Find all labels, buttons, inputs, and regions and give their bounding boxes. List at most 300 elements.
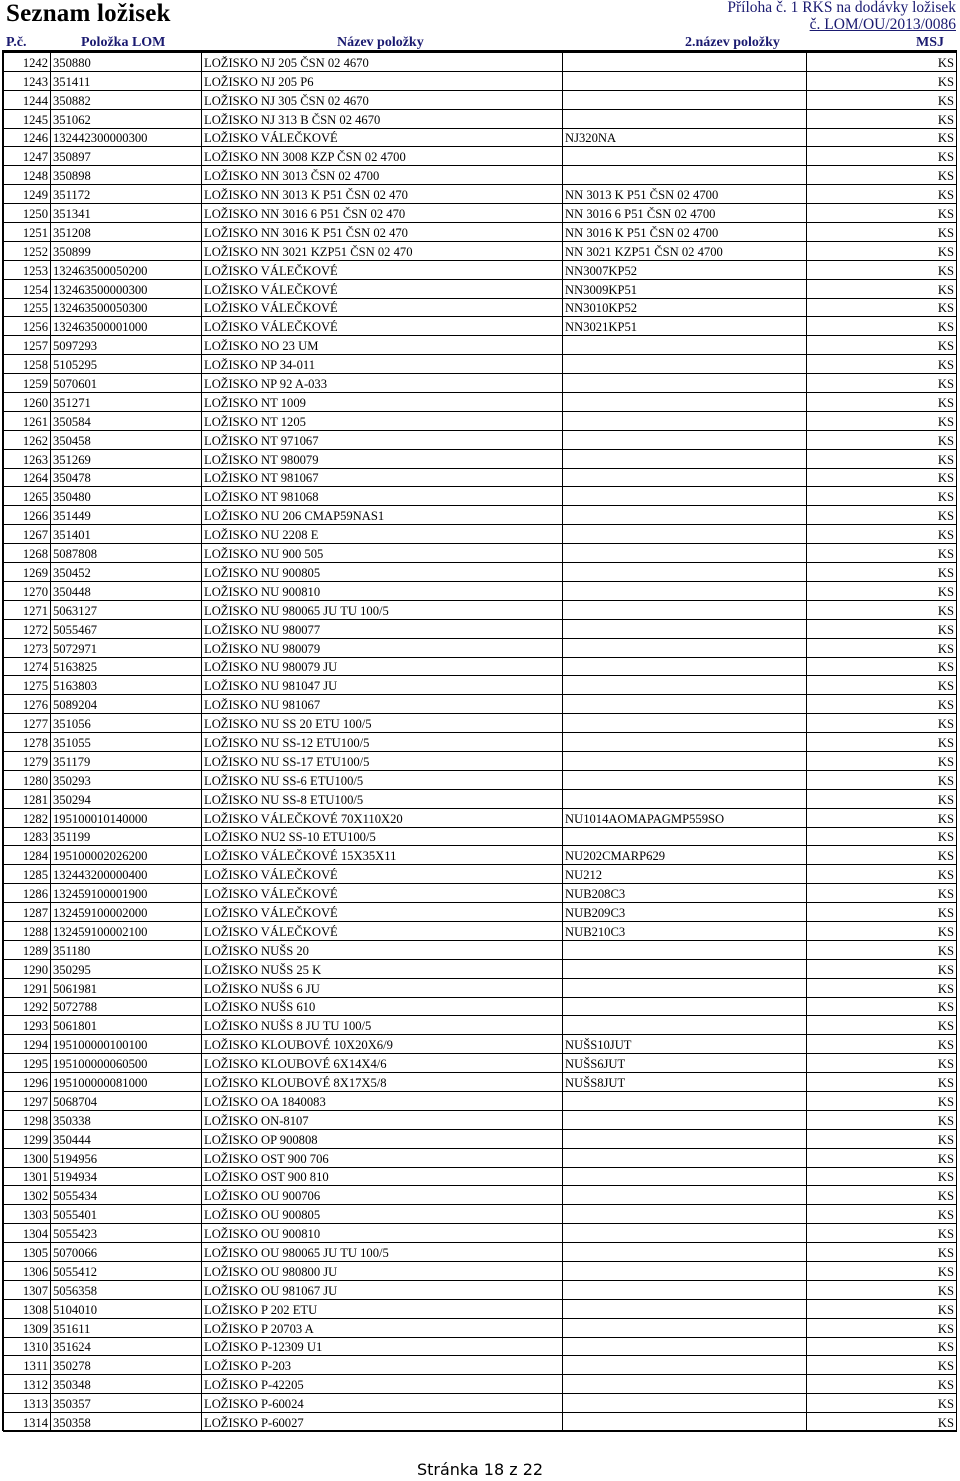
row-number-cell: 1306 <box>4 1262 51 1281</box>
table-row <box>4 279 957 298</box>
table-row <box>4 714 957 733</box>
item-name-cell: LOŽISKO P-60024 <box>202 1394 563 1413</box>
item-name-cell: LOŽISKO OU 900706 <box>202 1186 563 1205</box>
table-row <box>4 128 957 147</box>
item-code-cell: 132463500050200 <box>51 260 202 279</box>
row-number-cell: 1255 <box>4 298 51 317</box>
unit-cell: KS <box>807 449 957 468</box>
item-code-cell: 351624 <box>51 1337 202 1356</box>
item-code-cell: 5163825 <box>51 657 202 676</box>
unit-cell: KS <box>807 600 957 619</box>
item-name-2-cell <box>563 978 807 997</box>
item-code-cell: 351208 <box>51 223 202 242</box>
unit-cell: KS <box>807 770 957 789</box>
unit-cell: KS <box>807 1167 957 1186</box>
item-name-cell: LOŽISKO NP 92 A-033 <box>202 374 563 393</box>
item-name-2-cell <box>563 827 807 846</box>
item-name-2-cell <box>563 581 807 600</box>
item-name-cell: LOŽISKO KLOUBOVÉ 10X20X6/9 <box>202 1035 563 1054</box>
table-row <box>4 1262 957 1281</box>
item-code-cell: 5055401 <box>51 1205 202 1224</box>
item-name-cell: LOŽISKO ON-8107 <box>202 1110 563 1129</box>
item-name-2-cell <box>563 506 807 525</box>
row-number-cell: 1310 <box>4 1337 51 1356</box>
table-row <box>4 506 957 525</box>
item-name-2-cell <box>563 1262 807 1281</box>
item-code-cell: 350295 <box>51 959 202 978</box>
item-name-cell: LOŽISKO NU SS 20 ETU 100/5 <box>202 714 563 733</box>
item-code-cell: 5104010 <box>51 1299 202 1318</box>
item-name-cell: LOŽISKO NJ 313 B ČSN 02 4670 <box>202 109 563 128</box>
unit-cell: KS <box>807 563 957 582</box>
item-name-cell: LOŽISKO NU 980065 JU TU 100/5 <box>202 600 563 619</box>
item-name-cell: LOŽISKO OU 980065 JU TU 100/5 <box>202 1243 563 1262</box>
item-code-cell: 132443200000400 <box>51 865 202 884</box>
item-code-cell: 350444 <box>51 1129 202 1148</box>
table-row <box>4 336 957 355</box>
item-name-2-cell <box>563 959 807 978</box>
item-code-cell: 350458 <box>51 430 202 449</box>
unit-cell: KS <box>807 241 957 260</box>
row-number-cell: 1288 <box>4 921 51 940</box>
table-row <box>4 1148 957 1167</box>
row-number-cell: 1304 <box>4 1224 51 1243</box>
unit-cell: KS <box>807 714 957 733</box>
item-name-cell: LOŽISKO VÁLEČKOVÉ <box>202 884 563 903</box>
item-name-2-cell <box>563 1186 807 1205</box>
item-name-2-cell <box>563 1148 807 1167</box>
unit-cell: KS <box>807 1186 957 1205</box>
unit-cell: KS <box>807 695 957 714</box>
item-code-cell: 5194956 <box>51 1148 202 1167</box>
item-name-2-cell <box>563 789 807 808</box>
item-code-cell: 132442300000300 <box>51 128 202 147</box>
item-name-2-cell <box>563 1280 807 1299</box>
unit-cell: KS <box>807 997 957 1016</box>
table-row <box>4 1318 957 1337</box>
item-code-cell: 351172 <box>51 185 202 204</box>
item-name-cell: LOŽISKO NU 980077 <box>202 619 563 638</box>
row-number-cell: 1303 <box>4 1205 51 1224</box>
item-name-2-cell <box>563 525 807 544</box>
item-name-cell: LOŽISKO VÁLEČKOVÉ <box>202 279 563 298</box>
unit-cell: KS <box>807 619 957 638</box>
table-row <box>4 1243 957 1262</box>
item-name-cell: LOŽISKO NN 3016 6 P51 ČSN 02 470 <box>202 204 563 223</box>
item-code-cell: 132459100001900 <box>51 884 202 903</box>
row-number-cell: 1274 <box>4 657 51 676</box>
row-number-cell: 1263 <box>4 449 51 468</box>
row-number-cell: 1271 <box>4 600 51 619</box>
table-row <box>4 1091 957 1110</box>
unit-cell: KS <box>807 1110 957 1129</box>
item-name-2-cell <box>563 147 807 166</box>
item-name-2-cell <box>563 449 807 468</box>
unit-cell: KS <box>807 581 957 600</box>
item-name-2-cell <box>563 940 807 959</box>
item-code-cell: 5105295 <box>51 355 202 374</box>
row-number-cell: 1246 <box>4 128 51 147</box>
table-row <box>4 260 957 279</box>
unit-cell: KS <box>807 921 957 940</box>
annex-line-2: č. LOM/OU/2013/0086 <box>809 16 956 33</box>
row-number-cell: 1270 <box>4 581 51 600</box>
item-name-cell: LOŽISKO VÁLEČKOVÉ 15X35X11 <box>202 846 563 865</box>
item-name-2-cell <box>563 770 807 789</box>
item-name-2-cell <box>563 1375 807 1394</box>
item-name-cell: LOŽISKO NU SS-6 ETU100/5 <box>202 770 563 789</box>
item-code-cell: 132463500000300 <box>51 279 202 298</box>
row-number-cell: 1308 <box>4 1299 51 1318</box>
row-number-cell: 1296 <box>4 1073 51 1092</box>
item-code-cell: 5089204 <box>51 695 202 714</box>
item-name-cell: LOŽISKO NT 1009 <box>202 393 563 412</box>
row-number-cell: 1243 <box>4 71 51 90</box>
unit-cell: KS <box>807 1054 957 1073</box>
table-row <box>4 751 957 770</box>
row-number-cell: 1256 <box>4 317 51 336</box>
item-name-2-cell <box>563 90 807 109</box>
item-name-2-cell <box>563 1110 807 1129</box>
table-row <box>4 185 957 204</box>
item-name-cell: LOŽISKO P-60027 <box>202 1413 563 1432</box>
item-name-2-cell <box>563 563 807 582</box>
row-number-cell: 1266 <box>4 506 51 525</box>
item-name-2-cell <box>563 336 807 355</box>
table-row <box>4 959 957 978</box>
row-number-cell: 1307 <box>4 1280 51 1299</box>
item-name-cell: LOŽISKO P-203 <box>202 1356 563 1375</box>
item-name-cell: LOŽISKO VÁLEČKOVÉ <box>202 317 563 336</box>
unit-cell: KS <box>807 808 957 827</box>
column-header-name2: 2.název položky <box>685 35 780 50</box>
unit-cell: KS <box>807 90 957 109</box>
page-footer: Stránka 18 z 22 <box>416 1460 544 1479</box>
table-row <box>4 733 957 752</box>
item-code-cell: 5061981 <box>51 978 202 997</box>
item-name-2-cell <box>563 1205 807 1224</box>
unit-cell: KS <box>807 638 957 657</box>
item-name-cell: LOŽISKO NU 206 CMAP59NAS1 <box>202 506 563 525</box>
table-row <box>4 317 957 336</box>
table-row <box>4 1280 957 1299</box>
item-name-cell: LOŽISKO VÁLEČKOVÉ <box>202 260 563 279</box>
item-name-cell: LOŽISKO NU 980079 <box>202 638 563 657</box>
table-row <box>4 884 957 903</box>
table-row <box>4 1413 957 1432</box>
column-header-name: Název položky <box>337 35 424 50</box>
row-number-cell: 1301 <box>4 1167 51 1186</box>
table-row <box>4 1110 957 1129</box>
table-row <box>4 657 957 676</box>
unit-cell: KS <box>807 1148 957 1167</box>
item-name-2-cell: NN 3016 K P51 ČSN 02 4700 <box>563 223 807 242</box>
unit-cell: KS <box>807 903 957 922</box>
row-number-cell: 1258 <box>4 355 51 374</box>
item-name-2-cell <box>563 1016 807 1035</box>
table-row <box>4 223 957 242</box>
column-header-item: Položka LOM <box>81 35 166 50</box>
item-code-cell: 350452 <box>51 563 202 582</box>
item-code-cell: 350278 <box>51 1356 202 1375</box>
item-code-cell: 351179 <box>51 751 202 770</box>
item-name-2-cell <box>563 1091 807 1110</box>
unit-cell: KS <box>807 1035 957 1054</box>
item-code-cell: 350584 <box>51 411 202 430</box>
item-code-cell: 195100000060500 <box>51 1054 202 1073</box>
unit-cell: KS <box>807 317 957 336</box>
row-number-cell: 1272 <box>4 619 51 638</box>
unit-cell: KS <box>807 1016 957 1035</box>
item-code-cell: 351411 <box>51 71 202 90</box>
item-name-2-cell <box>563 1167 807 1186</box>
item-name-2-cell: NU202CMARP629 <box>563 846 807 865</box>
item-name-cell: LOŽISKO NN 3008 KZP ČSN 02 4700 <box>202 147 563 166</box>
column-header-row <box>2 34 956 52</box>
item-name-2-cell: NN3009KP51 <box>563 279 807 298</box>
item-code-cell: 350882 <box>51 90 202 109</box>
item-name-2-cell <box>563 430 807 449</box>
row-number-cell: 1278 <box>4 733 51 752</box>
unit-cell: KS <box>807 468 957 487</box>
table-row <box>4 166 957 185</box>
unit-cell: KS <box>807 1356 957 1375</box>
item-name-cell: LOŽISKO NN 3013 K P51 ČSN 02 470 <box>202 185 563 204</box>
item-code-cell: 350357 <box>51 1394 202 1413</box>
row-number-cell: 1262 <box>4 430 51 449</box>
item-code-cell: 195100002026200 <box>51 846 202 865</box>
row-number-cell: 1242 <box>4 53 51 72</box>
row-number-cell: 1314 <box>4 1413 51 1432</box>
table-row <box>4 1073 957 1092</box>
row-number-cell: 1261 <box>4 411 51 430</box>
item-name-cell: LOŽISKO NU 980079 JU <box>202 657 563 676</box>
item-name-cell: LOŽISKO NU 2208 E <box>202 525 563 544</box>
unit-cell: KS <box>807 506 957 525</box>
table-row <box>4 903 957 922</box>
row-number-cell: 1297 <box>4 1091 51 1110</box>
item-name-cell: LOŽISKO VÁLEČKOVÉ <box>202 865 563 884</box>
table-row <box>4 581 957 600</box>
row-number-cell: 1251 <box>4 223 51 242</box>
item-code-cell: 350897 <box>51 147 202 166</box>
item-code-cell: 132463500001000 <box>51 317 202 336</box>
item-code-cell: 132459100002100 <box>51 921 202 940</box>
item-code-cell: 350880 <box>51 53 202 72</box>
unit-cell: KS <box>807 959 957 978</box>
item-name-2-cell <box>563 619 807 638</box>
item-name-cell: LOŽISKO NT 981067 <box>202 468 563 487</box>
item-code-cell: 351341 <box>51 204 202 223</box>
item-code-cell: 351062 <box>51 109 202 128</box>
table-row <box>4 1129 957 1148</box>
item-name-cell: LOŽISKO NUŠS 8 JU TU 100/5 <box>202 1016 563 1035</box>
item-code-cell: 5070601 <box>51 374 202 393</box>
item-name-2-cell <box>563 1224 807 1243</box>
item-name-2-cell <box>563 1356 807 1375</box>
item-code-cell: 350448 <box>51 581 202 600</box>
unit-cell: KS <box>807 1394 957 1413</box>
table-row <box>4 1205 957 1224</box>
unit-cell: KS <box>807 1318 957 1337</box>
item-name-2-cell <box>563 714 807 733</box>
item-name-2-cell <box>563 71 807 90</box>
item-name-cell: LOŽISKO NU 900 505 <box>202 544 563 563</box>
item-name-2-cell: NN3010KP52 <box>563 298 807 317</box>
unit-cell: KS <box>807 204 957 223</box>
item-name-2-cell: NUB210C3 <box>563 921 807 940</box>
table-row <box>4 600 957 619</box>
item-code-cell: 351611 <box>51 1318 202 1337</box>
row-number-cell: 1287 <box>4 903 51 922</box>
unit-cell: KS <box>807 657 957 676</box>
row-number-cell: 1260 <box>4 393 51 412</box>
item-name-cell: LOŽISKO NJ 305 ČSN 02 4670 <box>202 90 563 109</box>
item-code-cell: 350348 <box>51 1375 202 1394</box>
unit-cell: KS <box>807 374 957 393</box>
row-number-cell: 1294 <box>4 1035 51 1054</box>
row-number-cell: 1282 <box>4 808 51 827</box>
item-name-2-cell <box>563 1394 807 1413</box>
item-name-2-cell: NUB209C3 <box>563 903 807 922</box>
row-number-cell: 1275 <box>4 676 51 695</box>
row-number-cell: 1309 <box>4 1318 51 1337</box>
table-row <box>4 695 957 714</box>
item-name-2-cell <box>563 600 807 619</box>
item-name-2-cell <box>563 393 807 412</box>
item-name-cell: LOŽISKO OU 981067 JU <box>202 1280 563 1299</box>
unit-cell: KS <box>807 978 957 997</box>
unit-cell: KS <box>807 525 957 544</box>
table-row <box>4 1167 957 1186</box>
item-code-cell: 5055423 <box>51 1224 202 1243</box>
unit-cell: KS <box>807 298 957 317</box>
item-name-cell: LOŽISKO NU 900810 <box>202 581 563 600</box>
item-name-cell: LOŽISKO VÁLEČKOVÉ <box>202 903 563 922</box>
item-name-cell: LOŽISKO NU 900805 <box>202 563 563 582</box>
table-row <box>4 90 957 109</box>
item-code-cell: 132459100002000 <box>51 903 202 922</box>
item-name-2-cell: NJ320NA <box>563 128 807 147</box>
column-header-num: P.č. <box>6 35 27 50</box>
item-name-2-cell <box>563 544 807 563</box>
row-number-cell: 1253 <box>4 260 51 279</box>
row-number-cell: 1299 <box>4 1129 51 1148</box>
item-name-cell: LOŽISKO NUŠS 20 <box>202 940 563 959</box>
table-row <box>4 1186 957 1205</box>
item-name-2-cell: NN3007KP52 <box>563 260 807 279</box>
table-row <box>4 789 957 808</box>
table-row <box>4 997 957 1016</box>
item-code-cell: 350478 <box>51 468 202 487</box>
table-row <box>4 638 957 657</box>
unit-cell: KS <box>807 676 957 695</box>
table-row <box>4 1016 957 1035</box>
table-row <box>4 544 957 563</box>
row-number-cell: 1286 <box>4 884 51 903</box>
unit-cell: KS <box>807 1413 957 1432</box>
item-name-cell: LOŽISKO VÁLEČKOVÉ 70X110X20 <box>202 808 563 827</box>
item-code-cell: 350480 <box>51 487 202 506</box>
table-row <box>4 1035 957 1054</box>
item-name-2-cell: NUŠS6JUT <box>563 1054 807 1073</box>
item-name-2-cell: NUB208C3 <box>563 884 807 903</box>
item-name-2-cell <box>563 638 807 657</box>
row-number-cell: 1267 <box>4 525 51 544</box>
table-row <box>4 940 957 959</box>
item-name-cell: LOŽISKO NT 1205 <box>202 411 563 430</box>
table-row <box>4 563 957 582</box>
item-name-cell: LOŽISKO NN 3013 ČSN 02 4700 <box>202 166 563 185</box>
item-name-cell: LOŽISKO P-12309 U1 <box>202 1337 563 1356</box>
item-name-2-cell: NN 3016 6 P51 ČSN 02 4700 <box>563 204 807 223</box>
unit-cell: KS <box>807 223 957 242</box>
unit-cell: KS <box>807 1299 957 1318</box>
table-row <box>4 525 957 544</box>
item-code-cell: 350294 <box>51 789 202 808</box>
item-name-2-cell <box>563 1299 807 1318</box>
item-name-cell: LOŽISKO P-42205 <box>202 1375 563 1394</box>
item-code-cell: 351269 <box>51 449 202 468</box>
item-name-cell: LOŽISKO NUŠS 610 <box>202 997 563 1016</box>
table-row <box>4 147 957 166</box>
table-row <box>4 204 957 223</box>
item-name-cell: LOŽISKO NU SS-8 ETU100/5 <box>202 789 563 808</box>
item-name-cell: LOŽISKO P 20703 A <box>202 1318 563 1337</box>
item-name-cell: LOŽISKO NT 981068 <box>202 487 563 506</box>
row-number-cell: 1265 <box>4 487 51 506</box>
item-name-2-cell <box>563 487 807 506</box>
item-code-cell: 195100010140000 <box>51 808 202 827</box>
table-row <box>4 241 957 260</box>
column-header-unit: MSJ <box>916 35 944 50</box>
item-code-cell: 350898 <box>51 166 202 185</box>
item-code-cell: 350293 <box>51 770 202 789</box>
bearing-table <box>3 52 957 1432</box>
item-code-cell: 5055467 <box>51 619 202 638</box>
item-code-cell: 5087808 <box>51 544 202 563</box>
item-name-2-cell <box>563 166 807 185</box>
table-row <box>4 1054 957 1073</box>
item-code-cell: 5072788 <box>51 997 202 1016</box>
table-row <box>4 487 957 506</box>
table-row <box>4 109 957 128</box>
item-code-cell: 5055412 <box>51 1262 202 1281</box>
row-number-cell: 1279 <box>4 751 51 770</box>
item-name-2-cell <box>563 657 807 676</box>
item-code-cell: 351401 <box>51 525 202 544</box>
unit-cell: KS <box>807 1224 957 1243</box>
item-name-cell: LOŽISKO NU 981067 <box>202 695 563 714</box>
unit-cell: KS <box>807 430 957 449</box>
item-name-cell: LOŽISKO VÁLEČKOVÉ <box>202 298 563 317</box>
document-title: Seznam ložisek <box>6 0 171 27</box>
item-code-cell: 5163803 <box>51 676 202 695</box>
row-number-cell: 1276 <box>4 695 51 714</box>
row-number-cell: 1252 <box>4 241 51 260</box>
item-name-2-cell <box>563 53 807 72</box>
row-number-cell: 1248 <box>4 166 51 185</box>
item-name-cell: LOŽISKO OU 900805 <box>202 1205 563 1224</box>
row-number-cell: 1298 <box>4 1110 51 1129</box>
row-number-cell: 1289 <box>4 940 51 959</box>
unit-cell: KS <box>807 393 957 412</box>
table-row <box>4 1224 957 1243</box>
item-code-cell: 5070066 <box>51 1243 202 1262</box>
item-code-cell: 195100000081000 <box>51 1073 202 1092</box>
unit-cell: KS <box>807 411 957 430</box>
row-number-cell: 1290 <box>4 959 51 978</box>
